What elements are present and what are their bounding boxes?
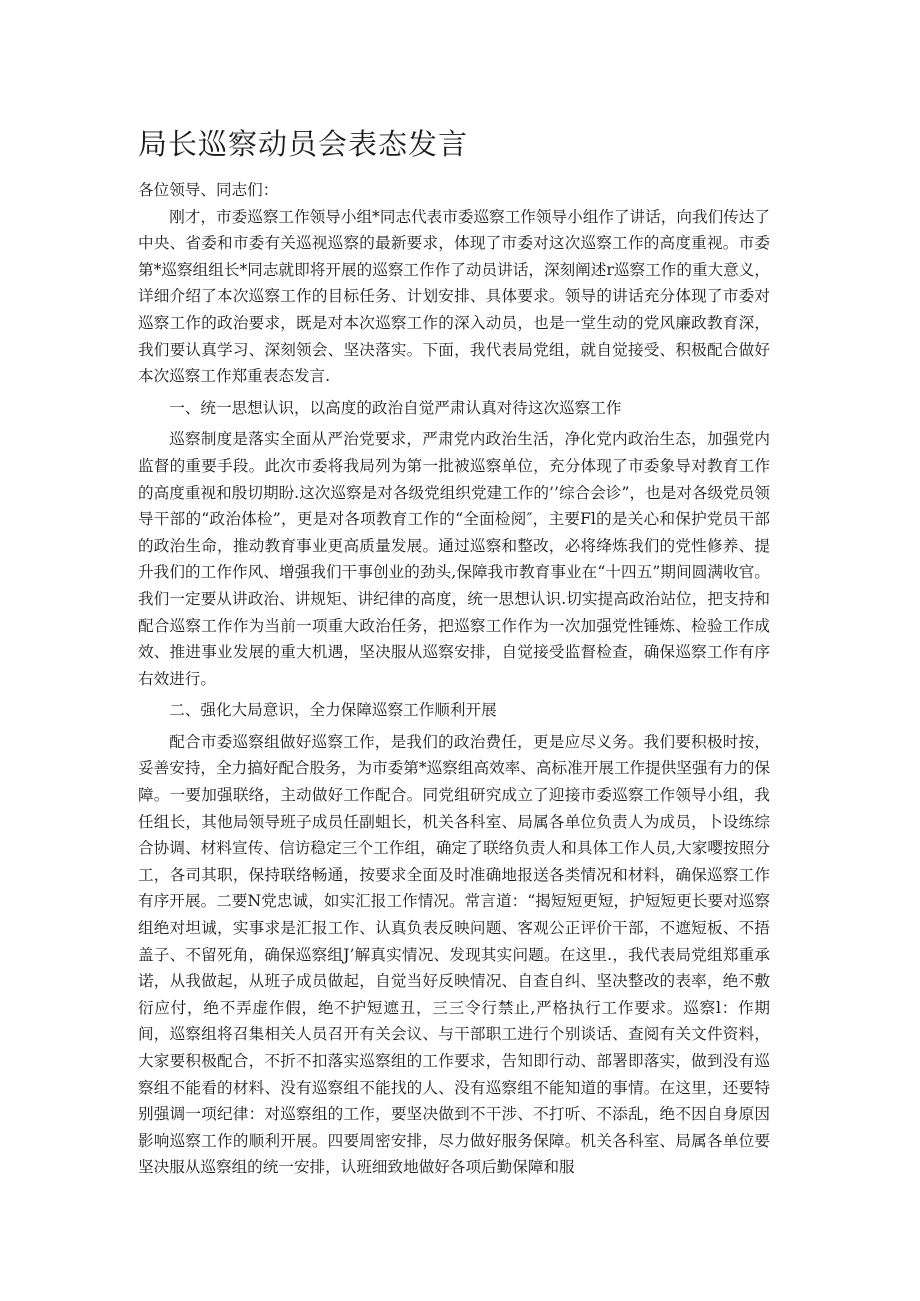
page-title: 局长巡察动员会表态发言: [138, 127, 469, 161]
section-heading-1: 一、统一思想认识，以高度的政治自觉严肃认真对待这次巡察工作: [169, 398, 622, 417]
paragraph-section-2: 配合市委巡察组做好巡察工作，是我们的政治费任，更是应尽义务。我们要积极时按，妥善安持，全力搞好配合股务，为市委第*巡察组高效率、高标准开展工作提供坚强有力的保障。一要加强联络，主动做好工作配合。同党组研究成立了迎接市委巡察工作领导小组，我任组长，其他局领导班子成员任副蛆长，机关各科室、局属各单位负责人为成员，卜设练综合协调、材料宣传、信访稳定三个工作组，确定了联络负责人和具体工作人员,大家嘤按照分工，各司其职，保持联络畅通，按要求全面及时准确地报送各类情况和材料，确保巡察工作有序开展。二要N党忠诚，如实汇报工作情况。常言道：“揭短短更短，护短短更长要对巡察组绝对坦诚，实事求是汇报工作、认真负表反映问题、客观公正评价干部，不遮短板、不捂盖子、不留死角，确保巡察组J’解真实情况、发现其实问题。在这里.，我代表局党组郑重承诺，从我做起，从班子成员做起，自觉当好反映情况、自查自纠、坚决整改的表率，绝不敷衍应付，绝不弄虚作假，绝不护短遮丑，三三令行禁止,严格执行工作要求。巡察l：作期间，巡察组将召集相关人员召开有关会议、与干部职工进行个别谈话、查阅有关文件资料，大家要积极配合，不折不扣落实巡察组的工作要求，告知即行动、部署即落实，做到没有巡察组不能看的材料、没有巡察组不能找的人、没有巡察组不能知道的事情。在这里，还要特别强调一项纪律：对巡察组的工作，要坚决做到不干涉、不打听、不添乱，绝不因自身原因影响巡察工作的顺利开展。四要周密安排，尽力做好服务保障。机关各科室、局属各单位要坚决服从巡察组的统一安排，认班细致地做好各项后勤保障和服: [138, 732, 770, 1177]
document-body: [138, 177, 770, 1181]
section-heading-2: 二、强化大局意识，全力保障巡察工作顺利开展: [169, 701, 497, 720]
salutation: 各位领导、同志们：: [138, 181, 279, 199]
paragraph-intro: 刚才，市委巡察工作领导小组*同志代表市委巡察工作领导小组作了讲话，向我们传达了中央、省委和市委有关巡视巡察的最新要求，体现了市委对这次巡察工作的高度重视。市委第*巡察组组长*同志就即将开展的巡察工作作了动员讲话，深刻阐述r巡察工作的重大意义，详细介绍了本次巡察工作的目标任务、计划安排、具体要求。领导的讲话充分体现了市委对巡察工作的政治要求，既是对本次巡察工作的深入动员，也是一堂生动的党风廉政教育深，我们要认真学习、深刻领会、坚决落实。下面，我代表局党组，就自觉接受、积极配合做好本次巡察工作郑重表态发言.: [138, 207, 770, 386]
paragraph-section-1: 巡察制度是落实全面从严治党要求，严肃党内政治生活，净化党内政治生态，加强党内监督的重要手段。此次市委将我局列为第一批被巡察单位，充分体现了市委象导对教育工作的高度重视和殷切期盼.这次巡察是对各级党组织党建工作的’’综合会诊”，也是对各级党员领导干部的“政治体检”，更是对各项教育工作的“全面检阅″，主要Fl的是关心和保护党员干部的政治生命，推动教育事业更高质量发展。通过巡察和整改，必将绛炼我们的党性修养、提升我们的工作作风、增强我们干事创业的劲头,保障我市教育事业在“十四五”期间圆满收官。我们一定要从讲政治、讲规矩、讲纪律的高度，统一思想认识.切实提高政治站位，把支持和配合巡察工作作为当前一项重大政治任务，把巡察工作作为一次加强党性锤炼、检验工作成效、推进事业发展的重大机遇，坚决服从巡察安排，自觉接受监督检查，确保巡察工作有序右效进行。: [138, 430, 770, 688]
